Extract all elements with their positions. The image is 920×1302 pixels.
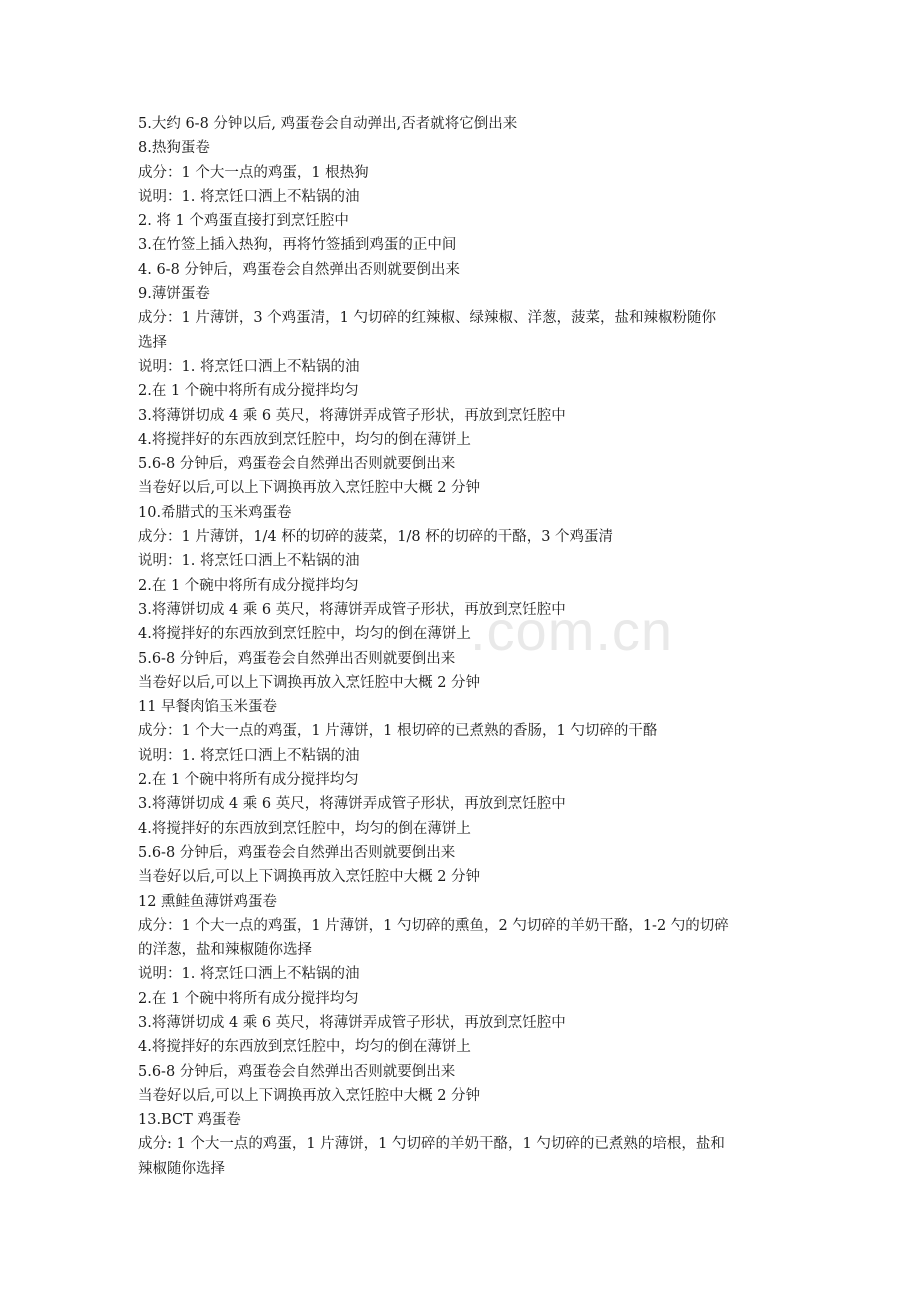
section-heading: 11 早餐肉馅玉米蛋卷 <box>138 699 278 716</box>
document-page <box>138 112 788 1181</box>
text-line: 当卷好以后,可以上下调换再放入烹饪腔中大概 2 分钟 <box>138 1087 481 1104</box>
text-line: 5.6-8 分钟后，鸡蛋卷会自然弹出否则就要倒出来 <box>138 844 456 861</box>
text-line: 2.在 1 个碗中将所有成分搅拌均匀 <box>138 772 359 789</box>
text-line: 4.将搅拌好的东西放到烹饪腔中，均匀的倒在薄饼上 <box>138 1039 471 1056</box>
text-line: 当卷好以后,可以上下调换再放入烹饪腔中大概 2 分钟 <box>138 674 481 691</box>
ingredients-line: 成分：1 个大一点的鸡蛋，1 片薄饼，1 勺切碎的熏鱼，2 勺切碎的羊奶干酪，1-2 勺的切碎 <box>138 917 729 934</box>
text-line: 3.将薄饼切成 4 乘 6 英尺，将薄饼弄成管子形状，再放到烹饪腔中 <box>138 407 566 424</box>
text-line: 5.6-8 分钟后，鸡蛋卷会自然弹出否则就要倒出来 <box>138 456 456 473</box>
text-line: 4. 6-8 分钟后，鸡蛋卷会自然弹出否则就要倒出来 <box>138 261 460 278</box>
text-line: 3.在竹签上插入热狗，再将竹签插到鸡蛋的正中间 <box>138 237 457 254</box>
instruction-line: 说明：1. 将烹饪口洒上不粘锅的油 <box>138 188 360 205</box>
text-line: 4.将搅拌好的东西放到烹饪腔中，均匀的倒在薄饼上 <box>138 431 471 448</box>
instruction-line: 说明：1. 将烹饪口洒上不粘锅的油 <box>138 966 360 983</box>
instruction-line: 说明：1. 将烹饪口洒上不粘锅的油 <box>138 747 360 764</box>
ingredients-line: 成分：1 片薄饼，3 个鸡蛋清，1 勺切碎的红辣椒、绿辣椒、洋葱，菠菜，盐和辣椒粉随你 <box>138 310 716 327</box>
instruction-line: 说明：1. 将烹饪口洒上不粘锅的油 <box>138 553 360 570</box>
section-heading: 8.热狗蛋卷 <box>138 140 210 157</box>
text-line: 当卷好以后,可以上下调换再放入烹饪腔中大概 2 分钟 <box>138 480 481 497</box>
text-line: 当卷好以后,可以上下调换再放入烹饪腔中大概 2 分钟 <box>138 869 481 886</box>
text-line: 5.大约 6-8 分钟以后, 鸡蛋卷会自动弹出,否者就将它倒出来 <box>138 116 518 132</box>
text-line: 5.6-8 分钟后，鸡蛋卷会自然弹出否则就要倒出来 <box>138 1063 456 1080</box>
text-line: 5.6-8 分钟后，鸡蛋卷会自然弹出否则就要倒出来 <box>138 650 456 667</box>
text-line: 2.在 1 个碗中将所有成分搅拌均匀 <box>138 383 359 400</box>
watermark: .com.cn <box>470 599 674 662</box>
text-line: 2.在 1 个碗中将所有成分搅拌均匀 <box>138 990 359 1007</box>
ingredients-line: 成分: 1 个大一点的鸡蛋，1 片薄饼，1 勺切碎的羊奶干酪，1 勺切碎的已煮熟的培根，盐和 <box>138 1136 725 1153</box>
text-line: 3.将薄饼切成 4 乘 6 英尺，将薄饼弄成管子形状，再放到烹饪腔中 <box>138 1014 566 1031</box>
text-line: 2. 将 1 个鸡蛋直接打到烹饪腔中 <box>138 213 349 230</box>
text-line: 4.将搅拌好的东西放到烹饪腔中，均匀的倒在薄饼上 <box>138 626 471 643</box>
section-heading: 12 熏鲑鱼薄饼鸡蛋卷 <box>138 893 278 910</box>
text-line: 的洋葱，盐和辣椒随你选择 <box>138 942 312 959</box>
section-heading: 10.希腊式的玉米鸡蛋卷 <box>138 504 292 521</box>
ingredients-line: 成分：1 片薄饼，1/4 杯的切碎的菠菜，1/8 杯的切碎的干酪，3 个鸡蛋清 <box>138 529 614 546</box>
text-line: 3.将薄饼切成 4 乘 6 英尺，将薄饼弄成管子形状，再放到烹饪腔中 <box>138 796 566 813</box>
text-line: 辣椒随你选择 <box>138 1160 225 1177</box>
text-line: 3.将薄饼切成 4 乘 6 英尺，将薄饼弄成管子形状，再放到烹饪腔中 <box>138 601 566 618</box>
ingredients-line: 成分：1 个大一点的鸡蛋，1 片薄饼，1 根切碎的已煮熟的香肠，1 勺切碎的干酪 <box>138 723 658 740</box>
section-heading: 13.BCT 鸡蛋卷 <box>138 1112 241 1129</box>
ingredients-line: 成分：1 个大一点的鸡蛋，1 根热狗 <box>138 164 369 181</box>
section-heading: 9.薄饼蛋卷 <box>138 286 210 303</box>
text-line: 2.在 1 个碗中将所有成分搅拌均匀 <box>138 577 359 594</box>
text-line: 4.将搅拌好的东西放到烹饪腔中，均匀的倒在薄饼上 <box>138 820 471 837</box>
instruction-line: 说明：1. 将烹饪口洒上不粘锅的油 <box>138 358 360 375</box>
text-line: 选择 <box>138 334 167 351</box>
